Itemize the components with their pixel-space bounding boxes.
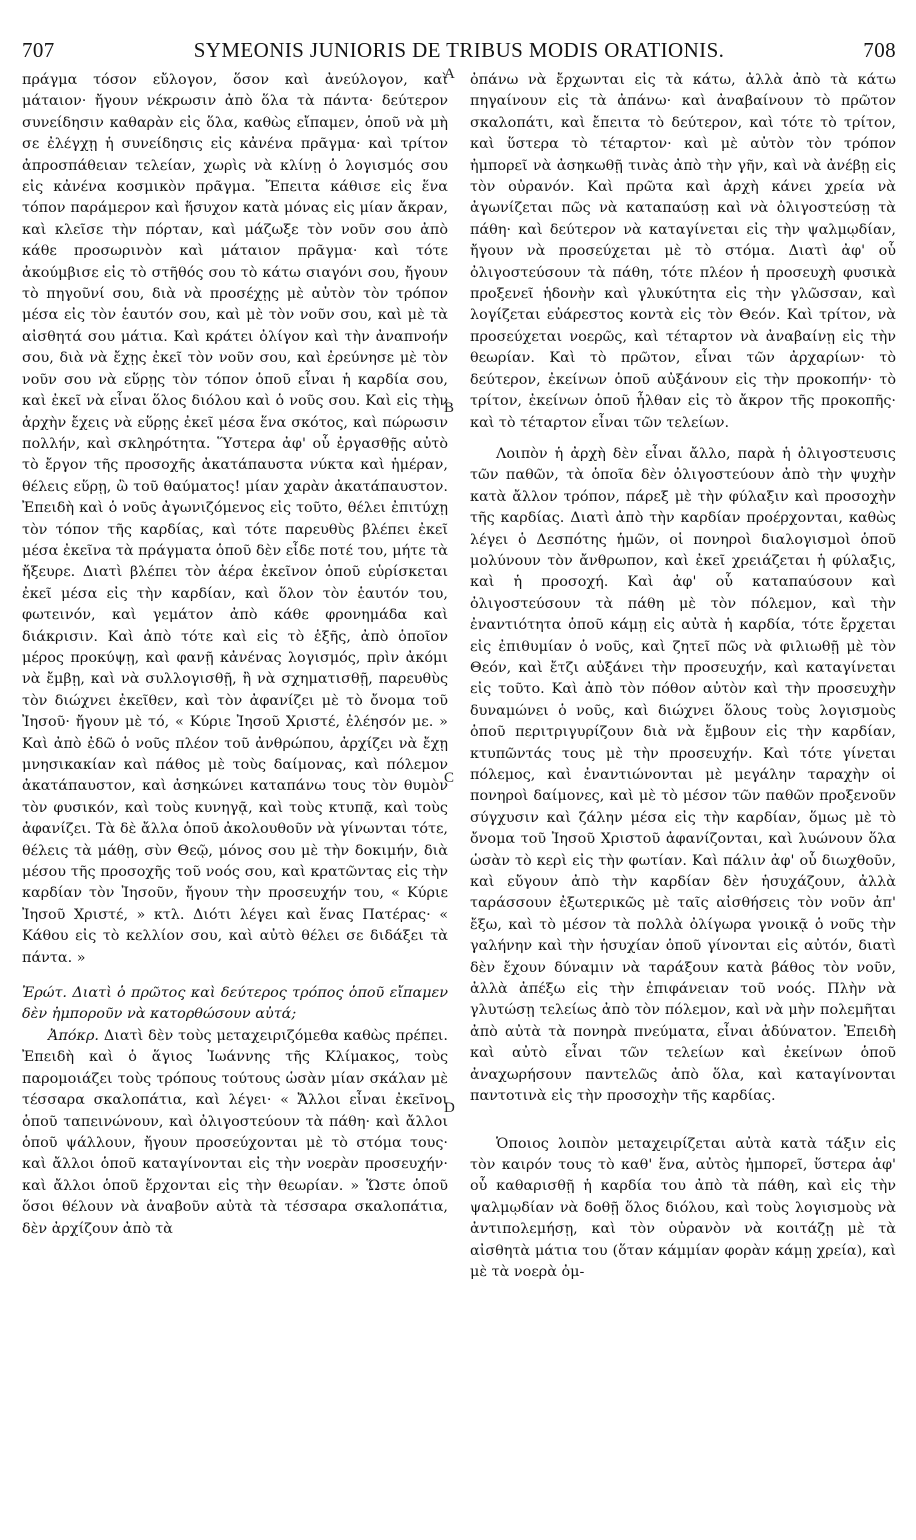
paragraph-gap: [470, 434, 896, 444]
margin-marker-c: C: [444, 770, 455, 786]
margin-marker-d: D: [444, 1100, 455, 1116]
right-column: [470, 70, 896, 1510]
question-label: Ἐρώτ.: [22, 985, 68, 1002]
left-column: [22, 70, 448, 1510]
paragraph: ὀπάνω νὰ ἔρχωνται εἰς τὰ κάτω, ἀλλὰ ἀπὸ τὰ κάτω πηγαίνουν εἰς τὰ ἀπάνω· καὶ ἀναβαίνουν τὸ πρῶτον σκαλοπάτι, καὶ ἔπειτα τὸ δεύτερον, καὶ τότε τὸ τρίτον, καὶ ὕστερα τὸ τέταρτον· καὶ μὲ αὐτὸν τὸν τρόπον ἠμπορεῖ νὰ ἀσηκωθῇ τινὰς ἀπὸ τὴν γῆν, καὶ νὰ ἀνέβῃ εἰς τὸν οὐρανόν. Καὶ πρῶτα καὶ ἀρχὴ κάνει χρεία νὰ ἀγωνίζεται πῶς νὰ καταπαύσῃ καὶ νὰ ὀλιγοστεύσῃ τὰ πάθη· καὶ δεύτερον νὰ καταγίνεται εἰς τὴν ψαλμῳδίαν, ἤγουν νὰ προσεύχεται μὲ τὸ στόμα. Διατὶ ἀφ' οὗ ὀλιγοστεύσουν τὰ πάθη, τότε πλέον ἡ προσευχὴ φυσικὰ προξενεῖ ἡδονὴν καὶ γλυκύτητα εἰς τὴν γλῶσσαν, καὶ λογίζεται εὐάρεστος κοντὰ εἰς τὸν Θεόν. Καὶ τρίτον, νὰ προσεύχεται νοερῶς, καὶ τέταρτον νὰ ἀναβαίνῃ εἰς τὴν θεωρίαν. Καὶ τὸ πρῶτον, εἶναι τῶν ἀρχαρίων· τὸ δεύτερον, ἐκείνων ὁποῦ αὐξάνουν εἰς τὴν προκοπήν· τὸ τρίτον, ἐκείνων ὁποῦ ἦλθαν εἰς τὸ ἄκρον τῆς προκοπῆς· καὶ τὸ τέταρτον εἶναι τῶν τελείων.: [470, 72, 896, 431]
answer-paragraph: [22, 1026, 448, 1240]
answer-text: Διατὶ δὲν τοὺς μεταχειριζόμεθα καθὼς πρέπει. Ἐπειδὴ καὶ ὁ ἅγιος Ἰωάννης τῆς Κλίμακος, τοὺς παρομοιάζει τοὺς τρόπους τούτους ὡσὰν μίαν σκάλαν μὲ τέσσαρα σκαλοπάτια, καὶ λέγει· « Ἄλλοι εἶναι ἐκεῖνοι ὁποῦ ταπεινώνουν, καὶ ὀλιγοστεύουν τὰ πάθη· καὶ ἄλλοι ὁποῦ ψάλλουν, ἤγουν προσεύχονται μὲ τὸ στόμα τους· καὶ ἄλλοι ὁποῦ καταγίνονται εἰς τὴν νοερὰν προσευχήν· καὶ ἄλλοι ὁποῦ ἔρχονται εἰς τὴν θεωρίαν. » Ὥστε ὁποῦ ὅσοι θέλουν νὰ ἀναβοῦν αὐτὰ τὰ τέσσαρα σκαλοπάτια, δὲν ἀρχίζουν ἀπὸ τὰ: [22, 1027, 448, 1237]
paragraph: πράγμα τόσον εὔλογον, ὅσον καὶ ἀνεύλογον, καὶ μάταιον· ἤγουν νέκρωσιν ἀπὸ ὅλα τὰ πάντα· δεύτερον συνείδησιν καθαρὰν εἰς ὅλα, καθὼς εἴπαμεν, ὁποῦ νὰ μὴ σε ἐλέγχῃ ἡ συνείδησις εἰς κἀνένα πρᾶγμα· καὶ τρίτον ἀπροσπάθειαν τελείαν, χωρὶς νὰ κλίνῃ ὁ λογισμός σου εἰς κἀνένα κοσμικὸν πρᾶγμα. Ἔπειτα κάθισε εἰς ἕνα τόπον παράμερον καὶ ἥσυχον κατὰ μόνας εἰς μίαν ἄκραν, καὶ κλεῖσε τὴν πόρταν, καὶ μάζωξε τὸν νοῦν σου ἀπὸ κάθε προσωρινὸν καὶ μάταιον πρᾶγμα· καὶ τότε ἀκούμβισε εἰς τὸ στῆθός σου τὸ κάτω σιαγόνι σου, ἤγουν τὸ πηγοῦνί σου, διὰ νὰ προσέχῃς μὲ αὐτὸν τὸν τρόπον μέσα εἰς τὸν ἑαυτόν σου, καὶ μὲ τὸν νοῦν σου, καὶ μὲ τὰ αἰσθητά σου μάτια. Καὶ κράτει ὀλίγον καὶ τὴν ἀναπνοήν σου, διὰ νὰ ἔχῃς ἐκεῖ τὸν νοῦν σου, καὶ ἐρεύνησε μὲ τὸν νοῦν σου νὰ εὕρῃς τὸν τόπον ὁποῦ εἶναι ἡ καρδία σου, καὶ ἐκεῖ νὰ εἶναι ὅλος διόλου καὶ ὁ νοῦς σου. Καὶ εἰς τὴν ἀρχὴν ἔχεις νὰ εὕρῃς ἐκεῖ μέσα ἕνα σκότος, καὶ πώρωσιν πολλήν, καὶ σκληρότητα. Ὕστερα ἀφ' οὗ ἐργασθῇς αὐτὸ τὸ ἔργον τῆς προσοχῆς ἀκατάπαυστα νύκτα καὶ ἡμέραν, θέλεις εὕρῃ, ὢ τοῦ θαύματος! μίαν χαρὰν ἀκατάπαυστον. Ἐπειδὴ καὶ ὁ νοῦς ἀγωνιζόμενος εἰς τοῦτο, θέλει ἐπιτύχῃ τὸν τόπον τῆς καρδίας, καὶ τότε παρευθὺς βλέπει ἐκεῖ μέσα ἐκεῖνα τὰ πράγματα ὁποῦ δὲν εἶδε ποτέ του, μήτε τὰ ἤξευρε. Διατὶ βλέπει τὸν ἀέρα ἐκεῖνον ὁποῦ εὑρίσκεται ἐκεῖ μέσα εἰς τὴν καρδίαν, καὶ ὅλον τὸν ἑαυτόν του, φωτεινόν, καὶ γεμάτον ἀπὸ κάθε φρονημάδα καὶ διάκρισιν. Καὶ ἀπὸ τότε καὶ εἰς τὸ ἑξῆς, ἀπὸ ὁποῖον μέρος προκύψῃ, καὶ φανῇ κἀνένας λογισμός, πρὶν ἀκόμι νὰ ἔμβῃ, καὶ νὰ συλλογισθῇ, ἢ νὰ σχηματισθῇ, παρευθὺς τὸν διώχνει ἐκεῖθεν, καὶ τὸν ἀφανίζει μὲ τὸ ὄνομα τοῦ Ἰησοῦ· ἤγουν μὲ τό, « Κύριε Ἰησοῦ Χριστέ, ἐλέησόν με. » Καὶ ἀπὸ ἐδῶ ὁ νοῦς πλέον τοῦ ἀνθρώπου, ἀρχίζει νὰ ἔχῃ μνησικακίαν καὶ πάθος μὲ τοὺς δαίμονας, καὶ πόλεμον ἀκατάπαυστον, καὶ ἀσηκώνει καταπάνω τους τὸν θυμὸν τὸν φυσικόν, καὶ τοὺς κυνηγᾷ, καὶ τοὺς κτυπᾷ, καὶ τοὺς ἀφανίζει. Τὰ δὲ ἄλλα ὁποῦ ἀκολουθοῦν νὰ γίνωνται τότε, θέλεις τὰ μάθῃ, σὺν Θεῷ, μόνος σου μὲ τὴν δοκιμήν, διὰ μέσου τῆς προσοχῆς τοῦ νοός σου, καὶ κρατῶντας εἰς τὴν καρδίαν τὸν Ἰησοῦν, ἤγουν τὴν προσευχήν του, « Κύριε Ἰησοῦ Χριστέ, » κτλ. Διότι λέγει καὶ ἕνας Πατέρας· « Κάθου εἰς τὸ κελλίον σου, καὶ αὐτὸ θέλει σε διδάξει τὰ πάντα. »: [22, 72, 448, 966]
paragraph: Ὁποιος λοιπὸν μεταχειρίζεται αὐτὰ κατὰ τάξιν εἰς τὸν καιρόν τους τὸ καθ' ἕνα, αὐτὸς ἠμπορεῖ, ὕστερα ἀφ' οὗ καθαρισθῇ ἡ καρδία του ἀπὸ τὰ πάθη, καὶ εἰς τὴν ψαλμῳδίαν νὰ δοθῇ ὅλος διόλου, καὶ τοὺς λογισμοὺς νὰ ἀντιπολεμήσῃ, καὶ τὸν οὐρανὸν νὰ κοιτάζῃ μὲ τὰ αἰσθητὰ μάτια του (ὅταν κάμμίαν φορὰν κάμῃ χρεία), καὶ μὲ τὰ νοερὰ ὀμ-: [470, 1135, 896, 1280]
answer-label: Ἀπόκρ.: [48, 1027, 99, 1044]
question-paragraph: [22, 983, 448, 1026]
running-title: SYMEONIS JUNIORIS DE TRIBUS MODIS ORATIONIS.: [193, 38, 725, 62]
page-number-left: 707: [22, 38, 55, 62]
question-text: Διατὶ ὁ πρῶτος καὶ δεύτερος τρόπος ὁποῦ εἴπαμεν δὲν ἠμποροῦν νὰ κατορθώσουν αὐτά;: [22, 985, 449, 1023]
margin-marker-b: B: [444, 400, 455, 416]
page-number-right: 708: [863, 38, 896, 62]
running-head: [22, 38, 896, 62]
paragraph: Λοιπὸν ἡ ἀρχὴ δὲν εἶναι ἄλλο, παρὰ ἡ ὀλιγοστευσις τῶν παθῶν, τὰ ὁποῖα δὲν ὀλιγοστεύουν ἀπὸ τὴν ψυχὴν κατὰ ἄλλον τρόπον, πάρεξ μὲ τὴν φύλαξιν καὶ προσοχὴν τῆς καρδίας. Διατὶ ἀπὸ τὴν καρδίαν προέρχονται, καθὼς λέγει ὁ Δεσπότης ἡμῶν, οἱ πονηροὶ διαλογισμοὶ ὁποῦ μολύνουν τὸν ἄνθρωπον, καὶ ἐκεῖ χρειάζεται ἡ φύλαξις, καὶ ἡ προσοχή. Καὶ ἀφ' οὗ καταπαύσουν καὶ ὀλιγοστεύσουν τὰ πάθη μὲ τὸν πόλεμον, καὶ τὴν ἐναντιότητα ὁποῦ κάμῃ εἰς αὐτὰ ἡ καρδία, τότε ἔρχεται εἰς ἐπιθυμίαν ὁ νοῦς, καὶ ζητεῖ πῶς νὰ φιλιωθῇ μὲ τὸν Θεόν, καὶ ἔτζι αὐξάνει τὴν προσευχήν, καὶ καταγίνεται εἰς τοῦτο. Καὶ ἀπὸ τὸν πόθον αὐτὸν καὶ τὴν προσευχὴν δυναμώνει ὁ νοῦς, καὶ διώχνει ὅλους τοὺς λογισμοὺς ὁποῦ περιτριγυρίζουν διὰ νὰ ἔμβουν εἰς τὴν καρδίαν, κτυπῶντάς τους μὲ τὴν προσευχήν. Καὶ τότε γίνεται πόλεμος, καὶ ἐναντιώνονται μὲ μεγάλην ταραχὴν οἱ πονηροὶ δαίμονες, καὶ μὲ τὸ μέσον τῶν παθῶν προξενοῦν σύγχυσιν καὶ ζάλην μέσα εἰς τὴν καρδίαν, ὅμως μὲ τὸ ὄνομα τοῦ Ἰησοῦ Χριστοῦ ἀφανίζονται, καὶ λυώνουν ὅλα ὡσὰν τὸ κερὶ εἰς τὴν φωτίαν. Καὶ πάλιν ἀφ' οὗ διωχθοῦν, καὶ εὔγουν ἀπὸ τὴν καρδίαν δὲν ἡσυχάζουν, ἀλλὰ ταράσσουν ἐξωτερικῶς μὲ ταῖς αἰσθήσεις τὸν νοῦν ἀπ' ἔξω, καὶ τὸ μέσον τὰ πολλὰ ὀλίγωρα γνοικᾷ ὁ νοῦς τὴν γαλήνην καὶ τὴν ἡσυχίαν ὁποῦ γίνονται εἰς αὐτόν, διατὶ δὲν ἔχουν δύναμιν νὰ ταράξουν κατὰ βάθος τὸν νοῦν, ἀλλὰ ἀπέξω εἰς τὴν ἐπιφάνειαν τοῦ νοός. Πλὴν νὰ γλυτώσῃ τελείως ἀπὸ τὸν πόλεμον, καὶ νὰ μὴν πολεμῆται ἀπὸ αὐτὰ τὰ πονηρὰ πνεύματα, εἶναι ἀδύνατον. Ἐπειδὴ καὶ αὐτὸ εἶναι τῶν τελείων καὶ ἐκείνων ὁποῦ ἀναχωρήσουν παντελῶς ἀπὸ ὅλα, καὶ καταγίνονται παντοτινὰ εἰς τὴν προσοχὴν τῆς καρδίας.: [470, 445, 896, 1105]
margin-marker-a: A: [444, 66, 455, 82]
text-columns: [22, 70, 896, 1510]
paragraph-gap: [470, 1108, 896, 1134]
